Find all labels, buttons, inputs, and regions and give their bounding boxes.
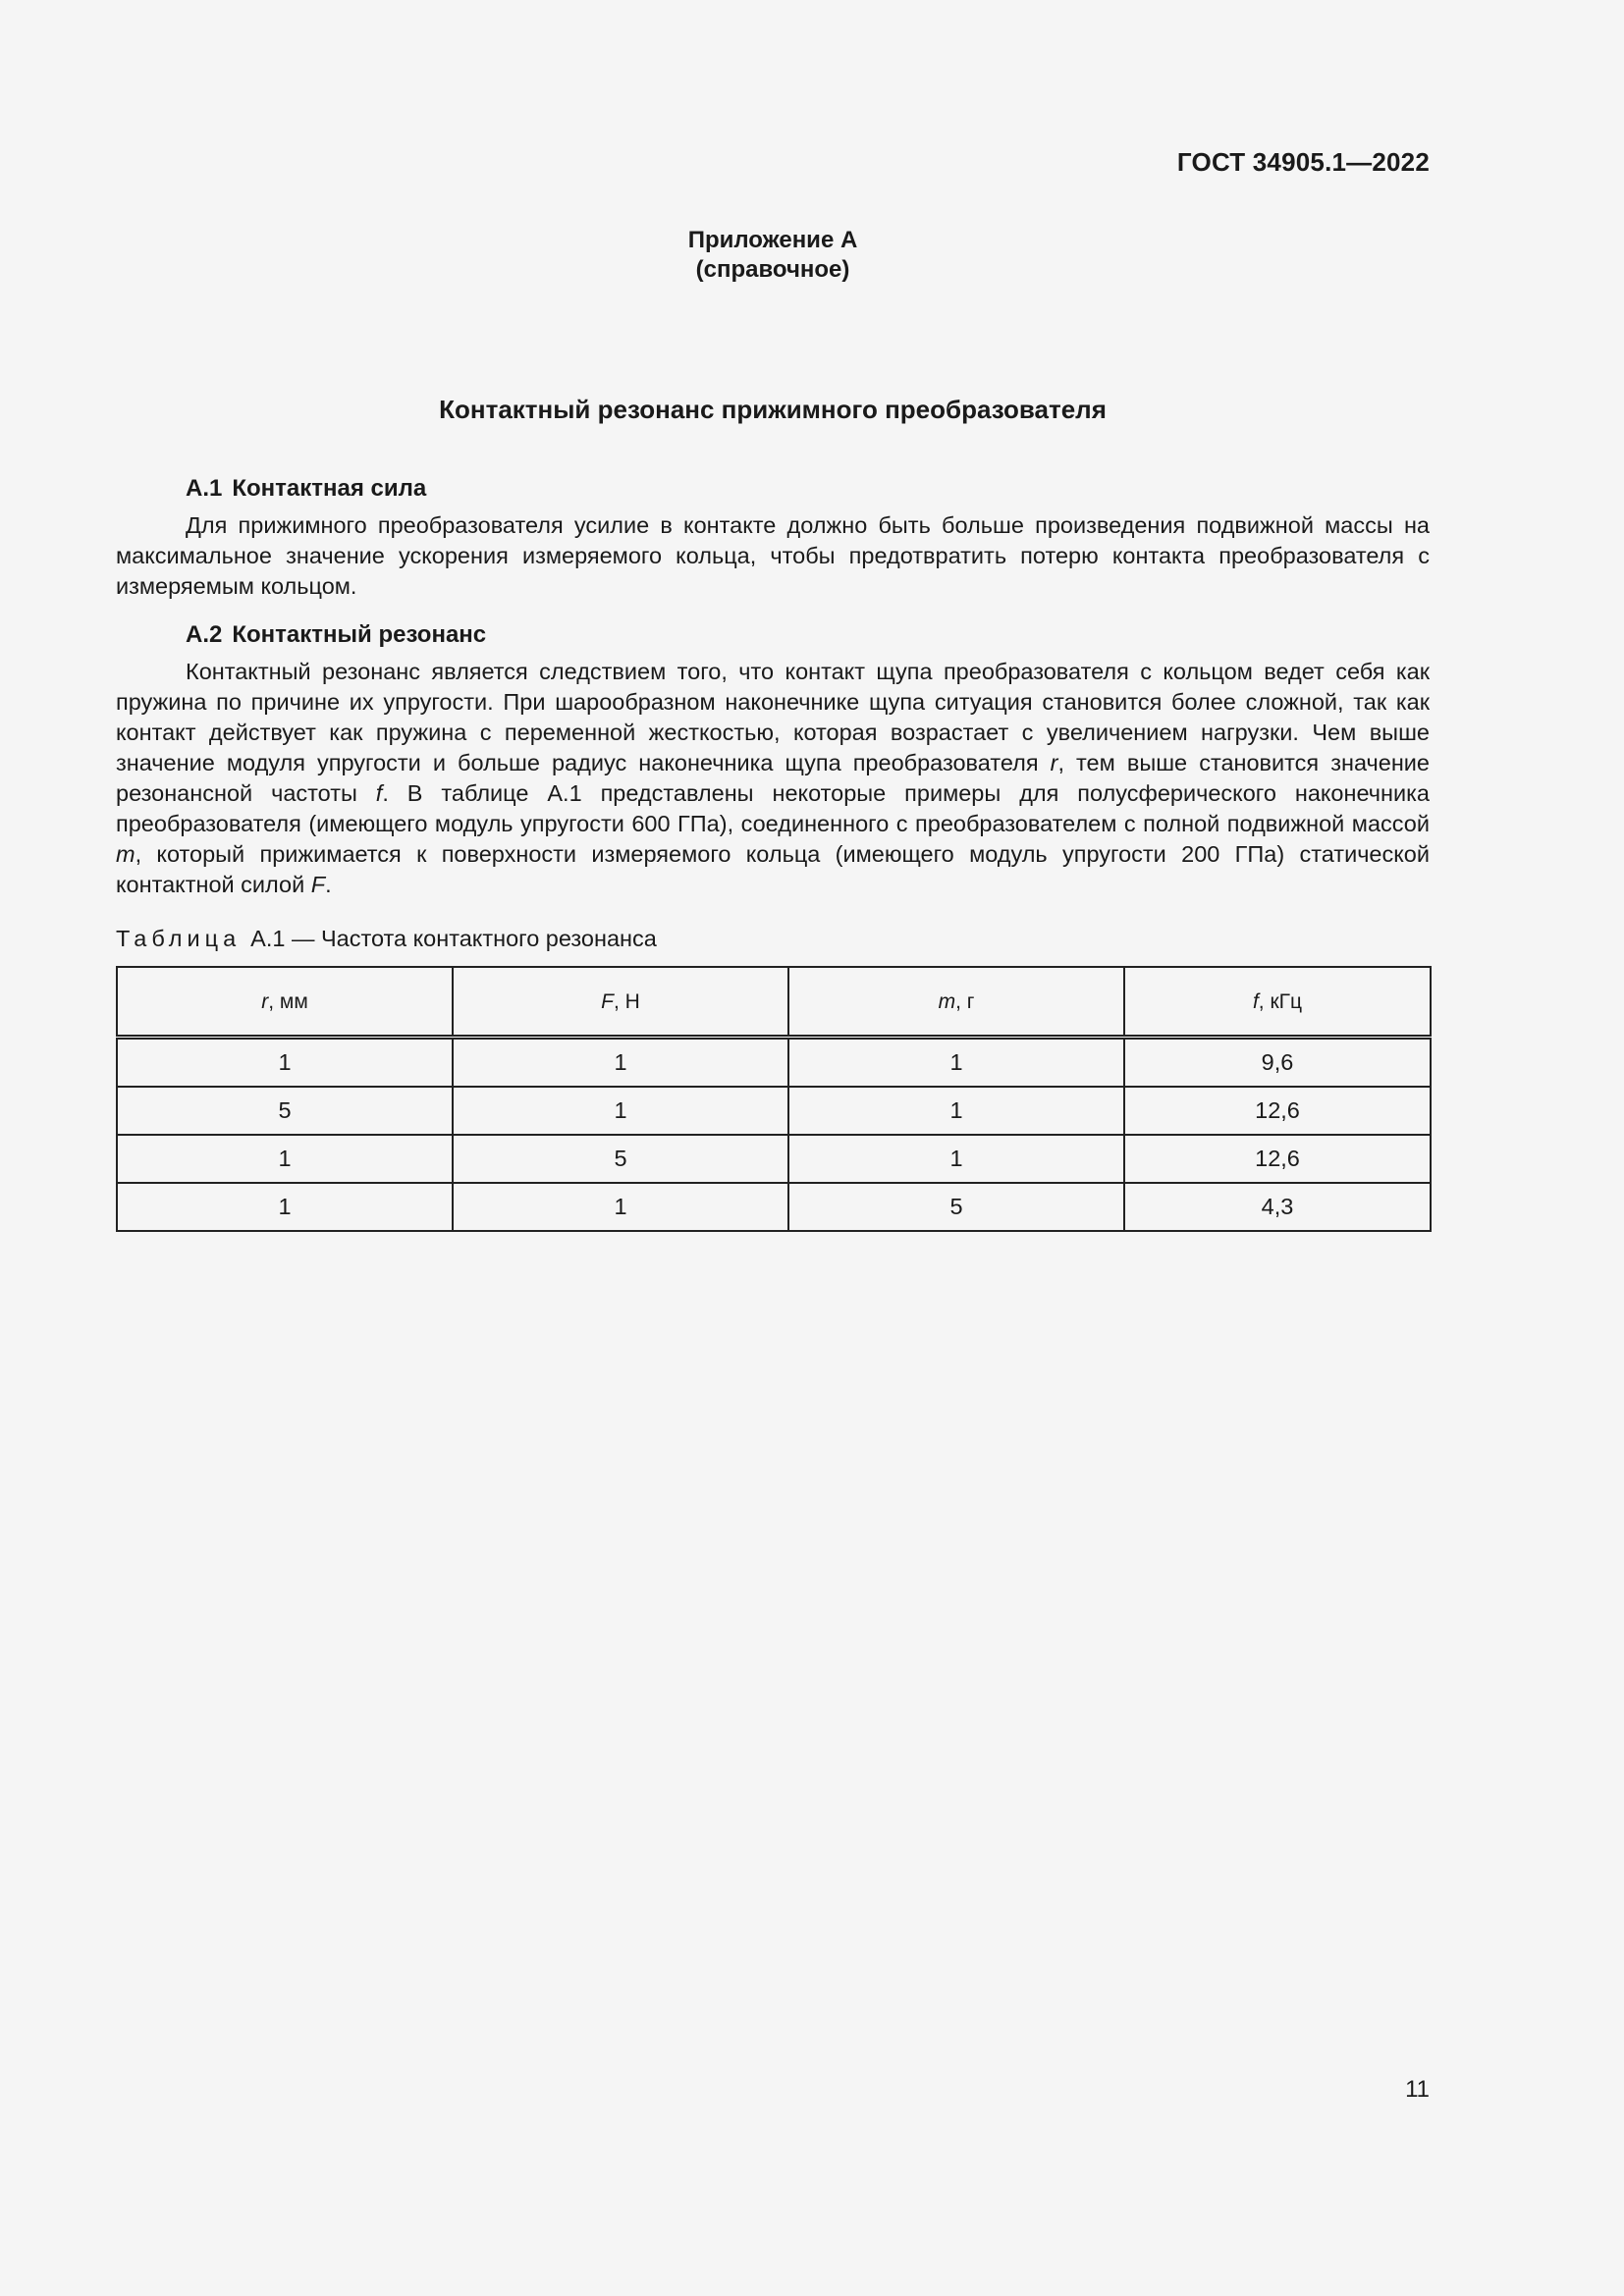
section-title: Контактная сила — [232, 475, 427, 502]
table-cell: 1 — [453, 1183, 788, 1231]
header-cell-F: F, Н — [453, 967, 788, 1038]
section-heading-a1 — [186, 473, 1430, 504]
section-number: А.1 — [186, 475, 223, 502]
table-row — [117, 1135, 1431, 1183]
header-cell-m: m, г — [788, 967, 1124, 1038]
section-paragraph-a2: Контактный резонанс является следствием того, что контакт щупа преобразователя с кольцом ведет себя как пружина по причине их упругости. При шарообразном наконечнике щупа ситуация становится более сложной, так как контакт действует как пружина с переменной жесткостью, которая возрастает с увеличением нагрузки. Чем выше значение модуля упругости и больше радиус наконечника щупа преобразователя r, тем выше становится значение резонансной частоты f. В таблице А.1 представлены некоторые примеры для полусферического наконечника преобразователя (имеющего модуль упругости 600 ГПа), соединенного с преобразователем с полной подвижной массой m, который прижимается к поверхности измеряемого кольца (имеющего модуль упругости 200 ГПа) статической контактной силой F. — [116, 659, 1431, 897]
table-cell: 9,6 — [1124, 1038, 1431, 1088]
appendix-title: Приложение А — [687, 227, 858, 253]
table-caption — [116, 924, 1430, 954]
table-cell: 5 — [453, 1135, 788, 1183]
table-row — [117, 1183, 1431, 1231]
appendix-heading — [0, 226, 1545, 285]
table-cell: 1 — [788, 1087, 1124, 1135]
table-cell: 12,6 — [1124, 1087, 1431, 1135]
table-cell: 1 — [117, 1135, 453, 1183]
section-number: А.2 — [186, 621, 223, 648]
symbol-m: m — [116, 841, 135, 867]
table-row — [117, 1038, 1431, 1088]
section-title: Контактный резонанс — [232, 621, 487, 648]
table-cell: 12,6 — [1124, 1135, 1431, 1183]
table-cell: 1 — [453, 1087, 788, 1135]
annex-title: Контактный резонанс прижимного преобразователя — [439, 395, 1107, 424]
document-body — [116, 473, 1430, 1232]
header-cell-f: f, кГц — [1124, 967, 1431, 1038]
table-cell: 5 — [117, 1087, 453, 1135]
page-number: 11 — [1405, 2076, 1430, 2103]
table-cell: 1 — [117, 1038, 453, 1088]
symbol-f: f — [375, 780, 383, 806]
table-header-row — [117, 967, 1431, 1038]
section-paragraph-a1: Для прижимного преобразователя усилие в контакте должно быть больше произведения подвижной массы на максимальное значение ускорения измеряемого кольца, чтобы предотвратить потерю контакта преобразователя с измеряемым кольцом. — [116, 512, 1430, 599]
table-cell: 1 — [788, 1038, 1124, 1088]
document-code: ГОСТ 34905.1—2022 — [1176, 147, 1430, 177]
resonance-table — [116, 966, 1432, 1232]
header-cell-r: r, мм — [117, 967, 453, 1038]
table-row — [117, 1087, 1431, 1135]
symbol-F: F — [310, 872, 326, 897]
table-caption-prefix: Таблица — [116, 926, 242, 951]
table-cell: 4,3 — [1124, 1183, 1431, 1231]
table-caption-text: А.1 — Частота контактного резонанса — [250, 926, 657, 951]
table-cell: 1 — [453, 1038, 788, 1088]
appendix-subtitle: (справочное) — [695, 256, 850, 283]
table-cell: 1 — [788, 1135, 1124, 1183]
symbol-r: r — [1050, 750, 1058, 775]
table-cell: 5 — [788, 1183, 1124, 1231]
table-cell: 1 — [117, 1183, 453, 1231]
section-heading-a2 — [186, 619, 1430, 650]
